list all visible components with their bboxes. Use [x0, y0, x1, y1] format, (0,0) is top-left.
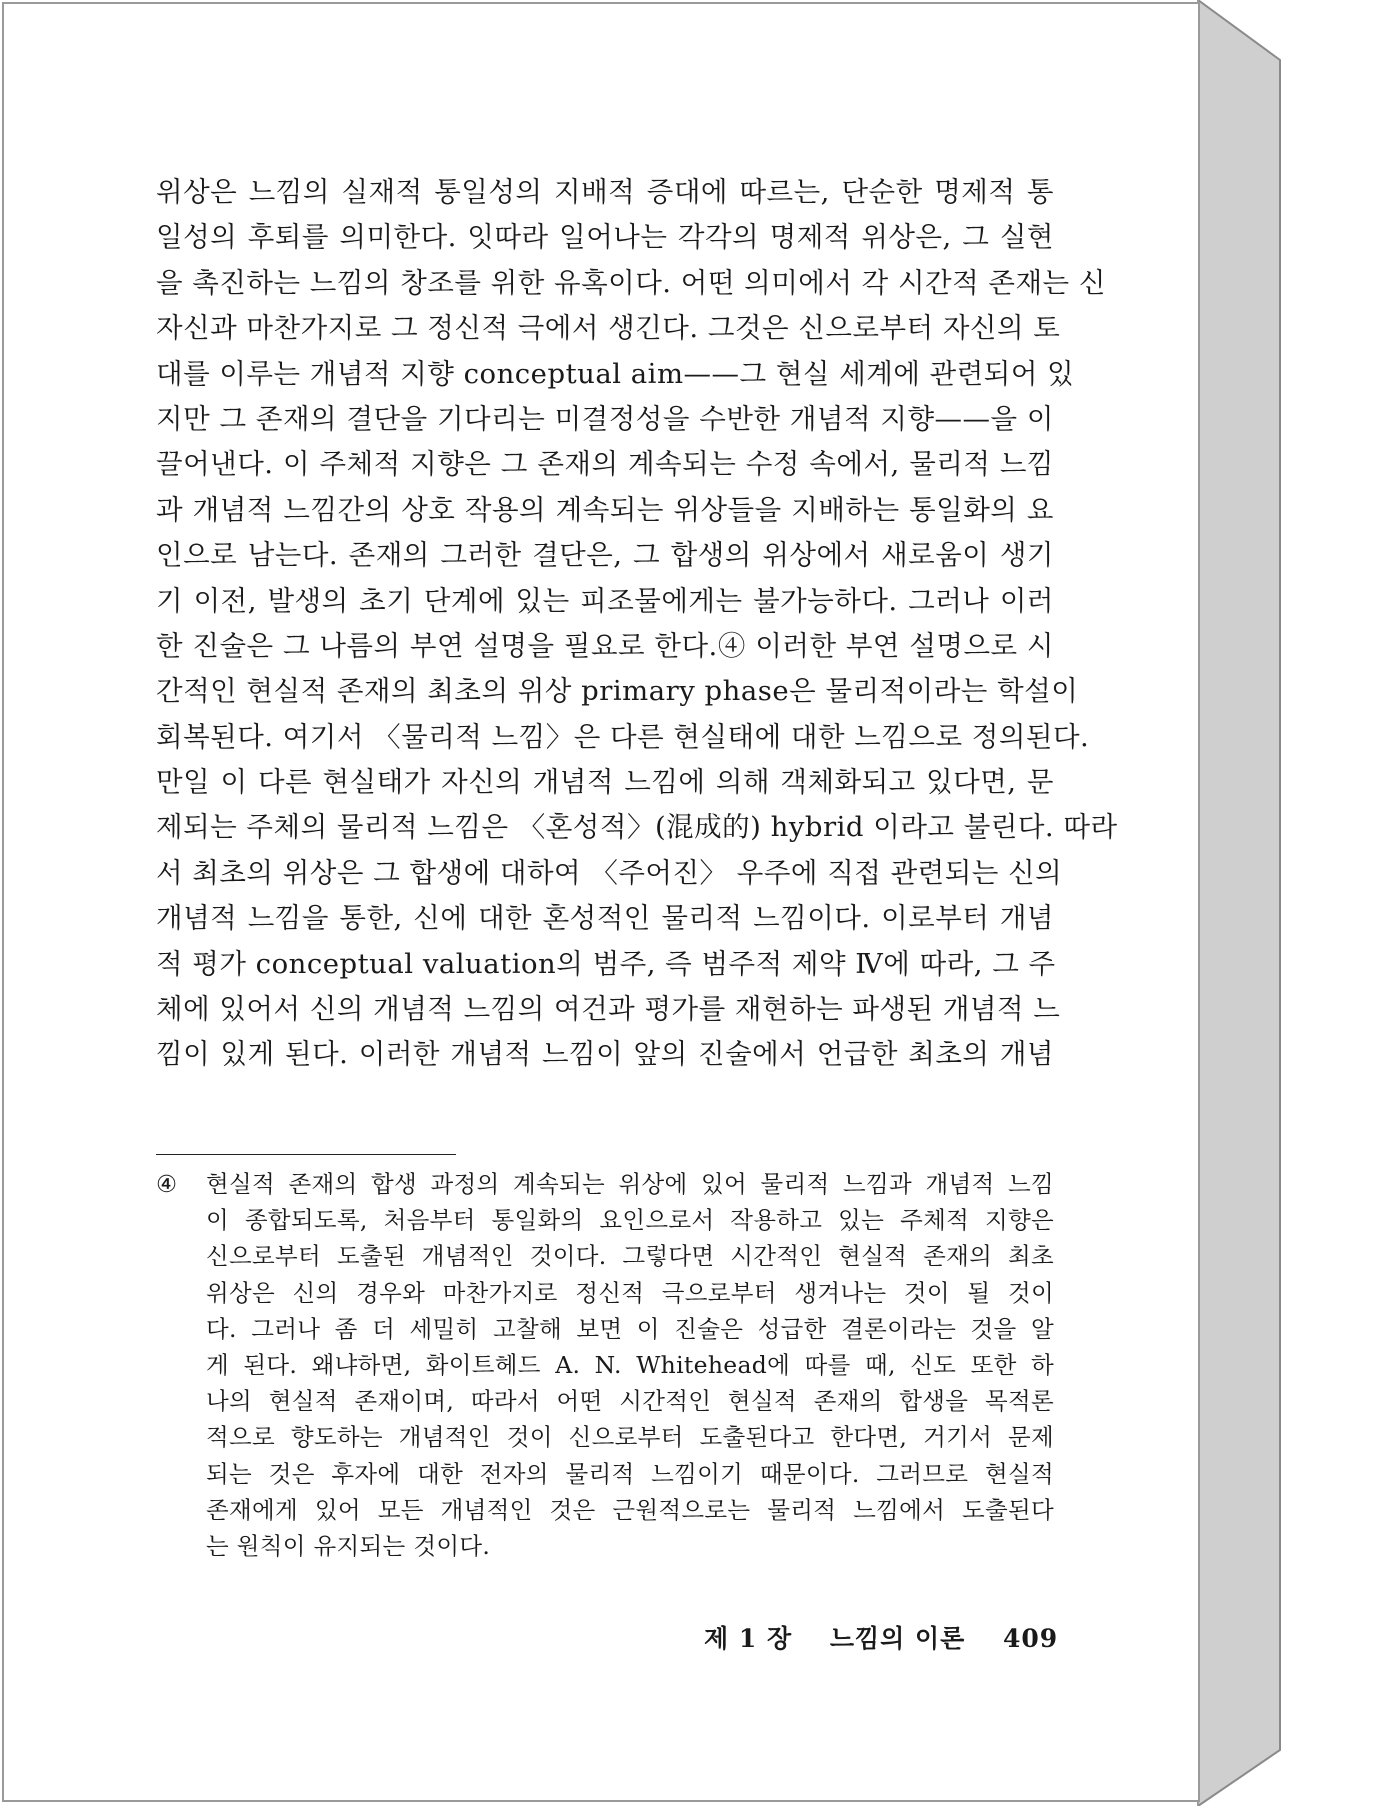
page-footer — [704, 1619, 1058, 1655]
body-line: 한 진술은 그 나름의 부연 설명을 필요로 한다.④ 이러한 부연 설명으로 시 — [156, 629, 1054, 662]
footnote-line-text: 현실적 존재의 합생 과정의 계속되는 위상에 있어 물리적 느낌과 개념적 느낌 — [206, 1170, 1054, 1198]
body-line: 끌어낸다. 이 주체적 지향은 그 존재의 계속되는 수정 속에서, 물리적 느낌 — [156, 448, 1054, 481]
chapter-label: 제 1 장 — [704, 1624, 793, 1653]
footnote-line: 는 원칙이 유지되는 것이다. — [206, 1531, 491, 1560]
body-line: 인으로 남는다. 존재의 그러한 결단은, 그 합생의 위상에서 새로움이 생기 — [156, 539, 1054, 572]
body-line: 제되는 주체의 물리적 느낌은 〈혼성적〉(混成的) hybrid 이라고 불린다. 따라 — [156, 811, 1118, 844]
body-line: 개념적 느낌을 통한, 신에 대한 혼성적인 물리적 느낌이다. 이로부터 개념 — [156, 902, 1054, 935]
body-line: 낌이 있게 된다. 이러한 개념적 느낌이 앞의 진술에서 언급한 최초의 개념 — [156, 1038, 1054, 1071]
book-page — [2, 2, 1200, 1802]
body-line: 자신과 마찬가지로 그 정신적 극에서 생긴다. 그것은 신으로부터 자신의 토 — [156, 312, 1061, 345]
page-number: 409 — [1003, 1624, 1059, 1653]
footnote-line: 되는 것은 후자에 대한 전자의 물리적 느낌이기 때문이다. 그러므로 현실적 — [206, 1459, 1054, 1488]
body-line: 만일 이 다른 현실태가 자신의 개념적 느낌에 의해 객체화되고 있다면, 문 — [156, 766, 1054, 799]
body-line: 위상은 느낌의 실재적 통일성의 지배적 증대에 따르는, 단순한 명제적 통 — [156, 176, 1055, 208]
footnote-divider — [156, 1154, 456, 1155]
body-line: 일성의 후퇴를 의미한다. 잇따라 일어나는 각각의 명제적 위상은, 그 실현 — [156, 221, 1054, 254]
body-line: 기 이전, 발생의 초기 단계에 있는 피조물에게는 불가능하다. 그러나 이러 — [156, 584, 1054, 617]
footnote — [156, 1166, 1054, 1564]
body-line: 적 평가 conceptual valuation의 범주, 즉 범주적 제약 Ⅳ에 따라, 그 주 — [156, 947, 1056, 980]
chapter-title: 느낌의 이론 — [829, 1624, 966, 1653]
body-line: 과 개념적 느낌간의 상호 작용의 계속되는 위상들을 지배하는 통일화의 요 — [156, 493, 1054, 526]
body-line: 간적인 현실적 존재의 최초의 위상 primary phase은 물리적이라는 학설이 — [156, 675, 1079, 708]
body-text — [156, 170, 1118, 1078]
body-line: 서 최초의 위상은 그 합생에 대하여 〈주어진〉 우주에 직접 관련되는 신의 — [156, 856, 1063, 889]
body-line: 체에 있어서 신의 개념적 느낌의 여건과 평가를 재현하는 파생된 개념적 느 — [156, 993, 1061, 1026]
footnote-line: 존재에게 있어 모든 개념적인 것은 근원적으로는 물리적 느낌에서 도출된다 — [206, 1495, 1054, 1524]
footnote-line — [156, 1166, 1054, 1202]
body-line: 을 촉진하는 느낌의 창조를 위한 유혹이다. 어떤 의미에서 각 시간적 존재는 신 — [156, 266, 1106, 299]
footnote-line: 이 종합되도록, 처음부터 통일화의 요인으로서 작용하고 있는 주체적 지향은 — [206, 1206, 1054, 1235]
footnote-line: 다. 그러나 좀 더 세밀히 고찰해 보면 이 진술은 성급한 결론이라는 것을 알 — [206, 1314, 1054, 1343]
footnote-line: 적으로 향도하는 개념적인 것이 신으로부터 도출된다고 한다면, 거기서 문제 — [206, 1423, 1054, 1452]
footnote-line: 신으로부터 도출된 개념적인 것이다. 그렇다면 시간적인 현실적 존재의 최초 — [206, 1242, 1054, 1271]
footnote-line: 나의 현실적 존재이며, 따라서 어떤 시간적인 현실적 존재의 합생을 목적론 — [206, 1387, 1054, 1416]
footnote-marker: ④ — [156, 1170, 178, 1198]
body-line: 대를 이루는 개념적 지향 conceptual aim——그 현실 세계에 관련되어 있 — [156, 357, 1075, 390]
body-line: 회복된다. 여기서 〈물리적 느낌〉은 다른 현실태에 대한 느낌으로 정의된다. — [156, 720, 1090, 753]
footnote-line: 위상은 신의 경우와 마찬가지로 정신적 극으로부터 생겨나는 것이 될 것이 — [206, 1278, 1054, 1307]
footnote-line: 게 된다. 왜냐하면, 화이트헤드 A. N. Whitehead에 따를 때, 신도 또한 하 — [206, 1350, 1054, 1379]
body-line: 지만 그 존재의 결단을 기다리는 미결정성을 수반한 개념적 지향——을 이 — [156, 402, 1054, 435]
